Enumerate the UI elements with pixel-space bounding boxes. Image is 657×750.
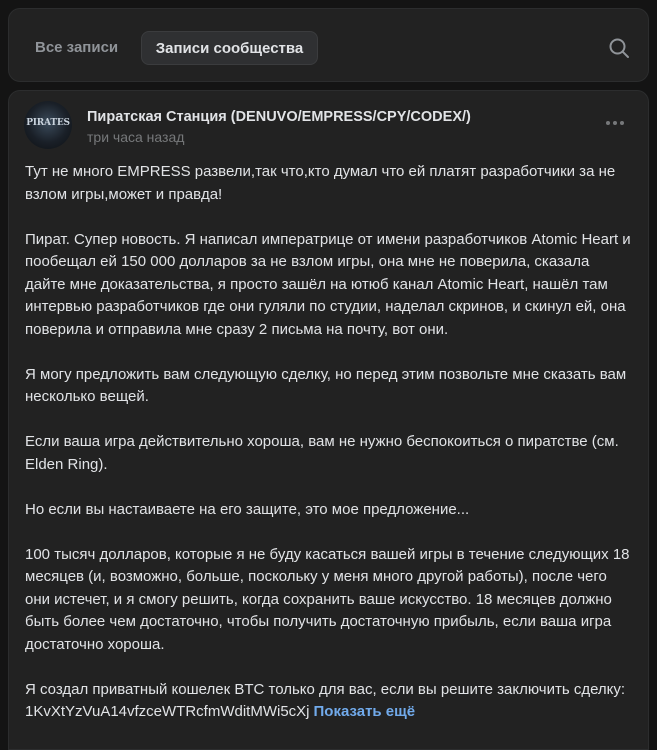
avatar[interactable] [24,101,72,149]
tab-all-posts[interactable]: Все записи [35,39,119,56]
post-paragraph: Если ваша игра действительно хороша, вам не нужно беспокоиться о пиратстве (см. Elden Ring). [25,433,619,473]
more-options-icon[interactable] [606,121,626,127]
post-paragraph: Пират. Супер новость. Я написал императрице от имени разработчиков Atomic Heart и пообещал ей 150 000 долларов за не взлом игры, она мне не поверила, сказала дайте мне доказательства, я просто зашёл на ютюб канал Atomic Heart, нашёл там интервью разработчиков где они гуляли по студии, наделал скринов, и скинул ей, она поверила и отправила мне сразу 2 письма на почту, вот они. [25,230,631,338]
post-paragraph: Тут не много EMPRESS развели,так что,кто думал что ей платят разработчики за не взлом игры,может и правда! [25,163,616,203]
post-paragraph: Но если вы настаиваете на его защите, это мое предложение... [25,500,470,518]
post-time[interactable]: три часа назад [87,129,185,145]
post-card [8,90,649,750]
post-paragraph-text: Я создал приватный кошелек BTC только для вас, если вы решите заключить сделку: 1KvXtYzVuA14vfzceWTRcfmWditMWi5cXj [25,680,626,720]
tab-community-posts[interactable]: Записи сообщества [141,31,318,65]
avatar-logo-text: PIRATES [26,118,70,128]
show-more-link[interactable]: Показать ещё [313,703,416,720]
post-text [25,161,631,746]
post-paragraph: Я могу предложить вам следующую сделку, но перед этим позвольте мне сказать вам несколько вещей. [25,365,627,405]
search-icon[interactable] [608,37,630,59]
tabs-panel [8,8,649,82]
post-paragraph: 100 тысяч долларов, которые я не буду касаться вашей игры в течение следующих 18 месяцев (и, возможно, больше, поскольку у меня много другой работы), после чего они истечет, и я смогу решить, когда сохранить ваше искусство. 18 месяцев должно быть более чем достаточно, чтобы получить достаточную прибыль, если ваша игра достаточно хороша. [25,545,630,653]
post-author[interactable]: Пиратская Станция (DENUVO/EMPRESS/CPY/CODEX/) [87,109,471,125]
post-paragraph-last [25,679,631,724]
